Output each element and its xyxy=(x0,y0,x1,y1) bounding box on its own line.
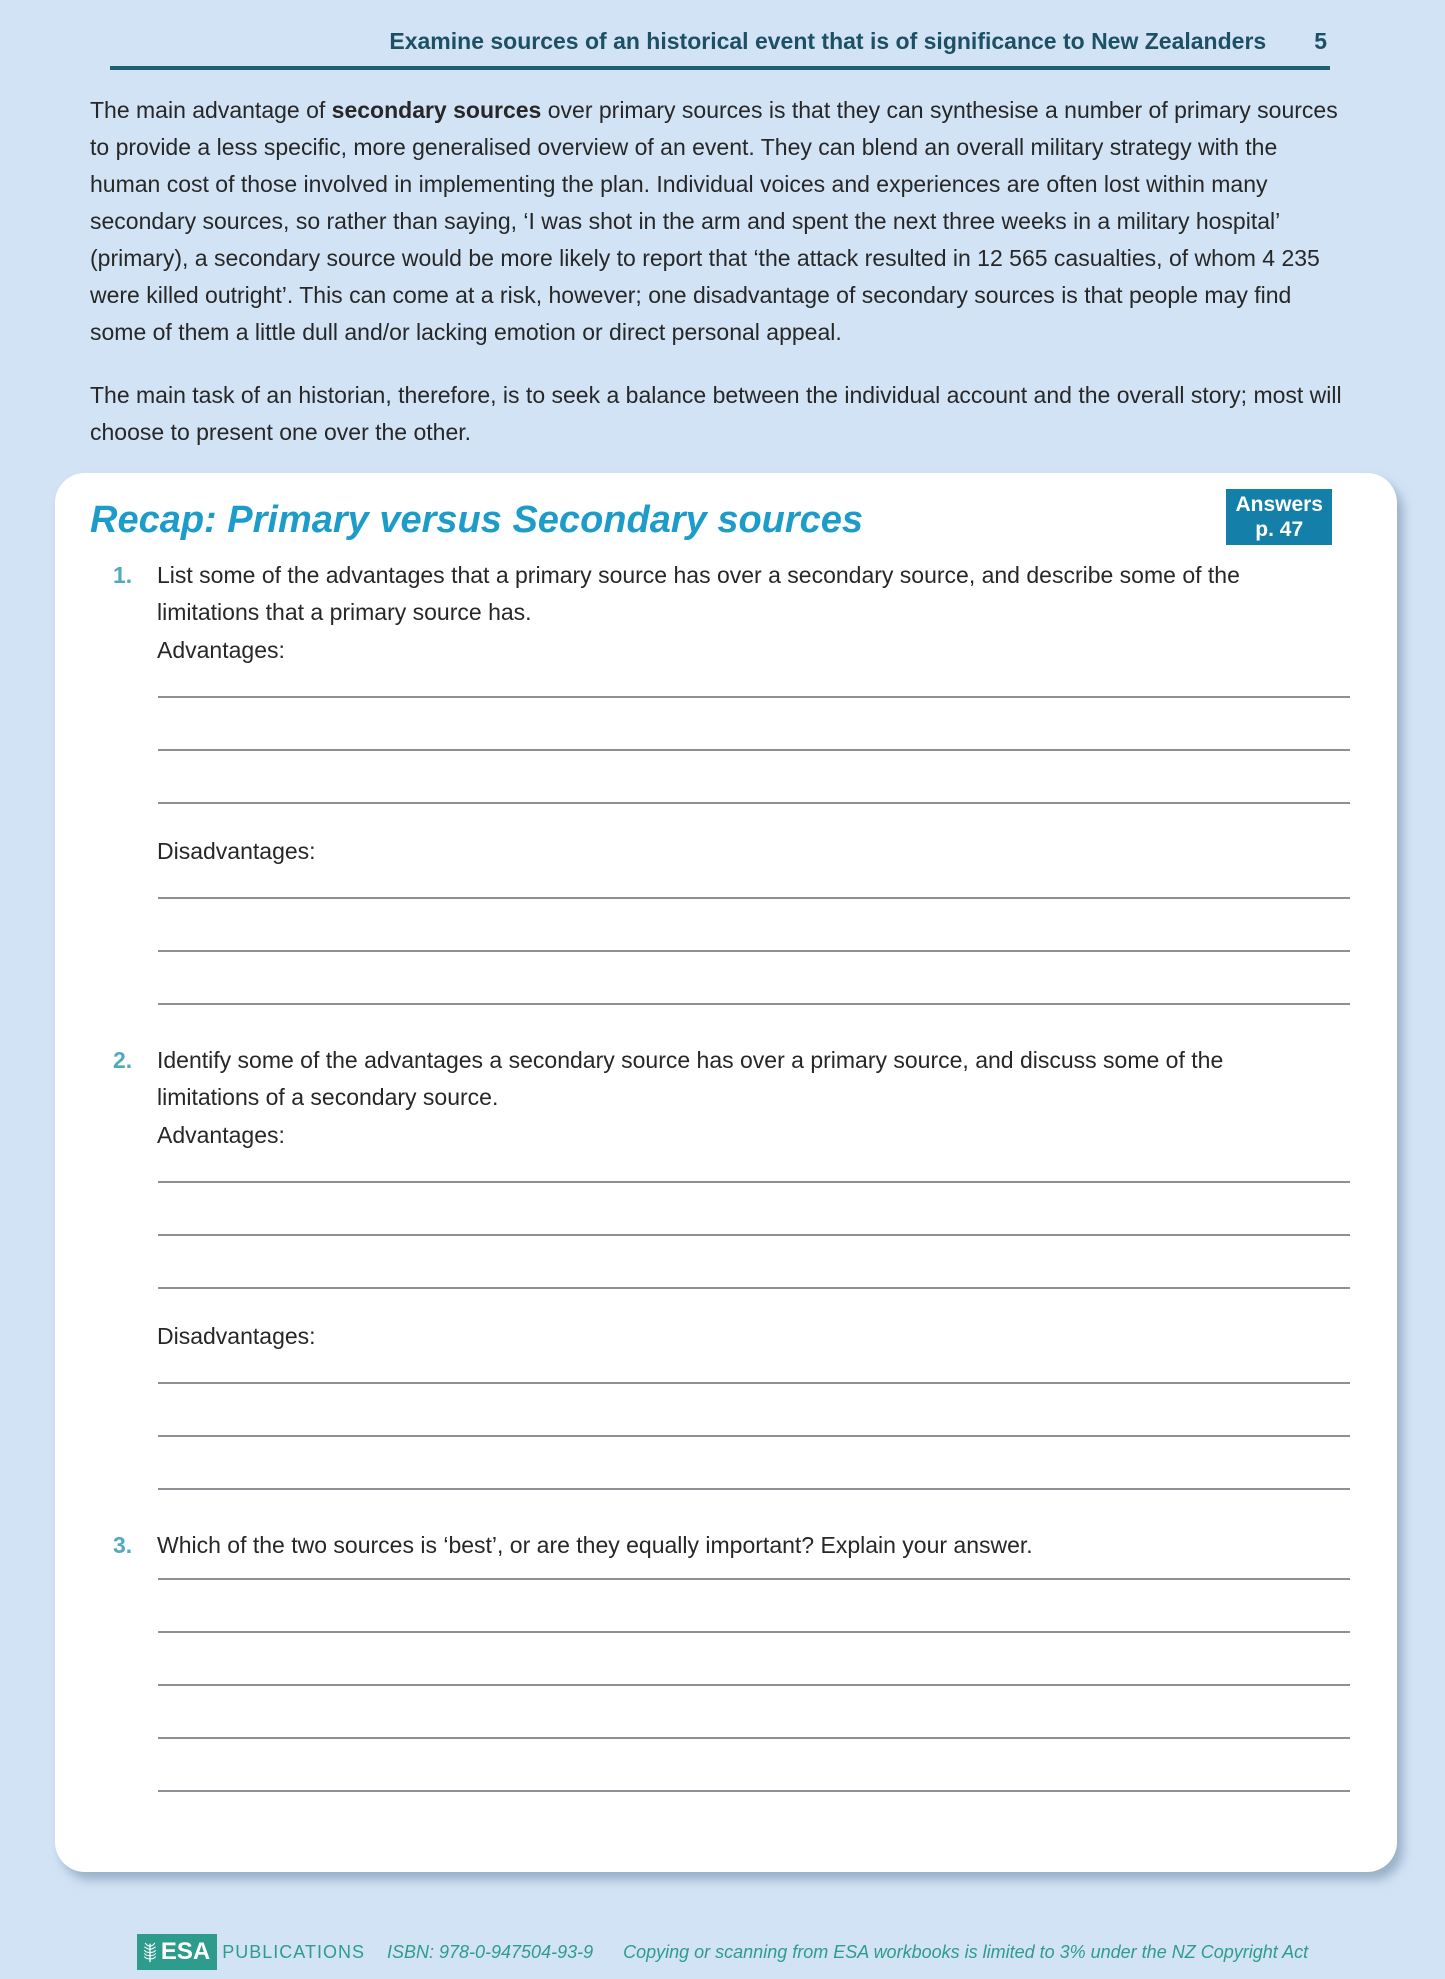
page-footer xyxy=(0,1934,1445,1970)
publisher-name: PUBLICATIONS xyxy=(222,1941,365,1962)
answer-line[interactable] xyxy=(158,1739,1350,1792)
answer-section xyxy=(90,836,1357,1005)
answers-badge-page: p. 47 xyxy=(1255,518,1304,541)
answer-line[interactable] xyxy=(158,1564,1350,1580)
answer-line[interactable] xyxy=(158,1351,1350,1384)
question-number: 3. xyxy=(113,1532,133,1558)
answer-line[interactable] xyxy=(158,1150,1350,1183)
intro-text-start: The main advantage of xyxy=(90,97,332,123)
answer-line[interactable] xyxy=(158,899,1350,952)
recap-card xyxy=(55,473,1397,1872)
page-header xyxy=(90,26,1327,56)
answer-section xyxy=(90,1321,1357,1490)
answer-section-label: Disadvantages: xyxy=(157,1323,316,1349)
answer-line-group xyxy=(158,1150,1350,1289)
header-divider xyxy=(110,66,1330,70)
answer-line-group xyxy=(158,665,1350,804)
question-number: 2. xyxy=(113,1047,133,1073)
answer-section-label: Advantages: xyxy=(157,1122,285,1148)
answer-section xyxy=(90,635,1357,804)
answer-section xyxy=(90,1564,1357,1792)
answer-line[interactable] xyxy=(158,698,1350,751)
answer-line[interactable] xyxy=(158,1580,1350,1633)
answer-line-group xyxy=(158,1351,1350,1490)
answer-line[interactable] xyxy=(158,1633,1350,1686)
question-row xyxy=(113,1527,1357,1564)
fern-icon xyxy=(142,1942,158,1963)
esa-logo-text: ESA xyxy=(160,1938,211,1965)
question-text: Which of the two sources is ‘best’, or are they equally important? Explain your answer. xyxy=(157,1532,1033,1558)
question-row xyxy=(113,1042,1357,1116)
page-number: 5 xyxy=(1314,28,1327,54)
answer-section xyxy=(90,1120,1357,1289)
answer-line[interactable] xyxy=(158,1384,1350,1437)
answer-line[interactable] xyxy=(158,952,1350,1005)
answer-line[interactable] xyxy=(158,866,1350,899)
question-text: Identify some of the advantages a secondary source has over a primary source, and discuss some of the limitations of a secondary source. xyxy=(157,1047,1224,1110)
question-number: 1. xyxy=(113,562,133,588)
recap-card-header xyxy=(90,489,1357,545)
answers-badge-label: Answers xyxy=(1235,493,1323,516)
intro-bold-phrase: secondary sources xyxy=(331,97,542,123)
question-2 xyxy=(90,1042,1357,1490)
answer-line[interactable] xyxy=(158,1236,1350,1289)
intro-paragraph-2: The main task of an historian, therefore, is to seek a balance between the individual account and the overall story; most will choose to present one over the other. xyxy=(90,382,1342,445)
answer-line-group xyxy=(158,1564,1350,1792)
answer-section-label: Disadvantages: xyxy=(157,838,316,864)
answer-line-group xyxy=(158,866,1350,1005)
question-row xyxy=(113,557,1357,631)
intro-paragraph-1 xyxy=(90,92,1350,351)
answer-line[interactable] xyxy=(158,751,1350,804)
esa-publications-logo xyxy=(137,1934,217,1970)
recap-title: Recap: Primary versus Secondary sources xyxy=(90,499,864,541)
isbn: ISBN: 978-0-947504-93-9 xyxy=(386,1941,594,1962)
copyright-notice: Copying or scanning from ESA workbooks is limited to 3% under the NZ Copyright Act xyxy=(623,1941,1309,1962)
question-text: List some of the advantages that a primary source has over a secondary source, and describe some of the limitations that a primary source has. xyxy=(157,562,1240,625)
chapter-title: Examine sources of an historical event that is of significance to New Zealanders xyxy=(389,28,1267,54)
question-1 xyxy=(90,557,1357,1005)
answer-line[interactable] xyxy=(158,665,1350,698)
answer-line[interactable] xyxy=(158,1183,1350,1236)
answer-line[interactable] xyxy=(158,1686,1350,1739)
intro-text-end: over primary sources is that they can synthesise a number of primary sources to provide a less specific, more generalised overview of an event. They can blend an overall military strategy with the human cost of those involved in implementing the plan. Individual voices and experiences are often lost within many secondary sources, so rather than saying, ‘I was shot in the arm and spent the next three weeks in a military hospital’ (primary), a secondary source would be more likely to report that ‘the attack resulted in 12 565 casualties, of whom 4 235 were killed outright’. This can come at a risk, however; one disadvantage of secondary sources is that people may find some of them a little dull and/or lacking emotion or direct personal appeal. xyxy=(90,97,1338,345)
answer-section-label: Advantages: xyxy=(157,637,285,663)
answers-page-badge xyxy=(1226,489,1332,545)
question-list xyxy=(90,557,1357,1792)
question-3 xyxy=(90,1527,1357,1792)
answer-line[interactable] xyxy=(158,1437,1350,1490)
